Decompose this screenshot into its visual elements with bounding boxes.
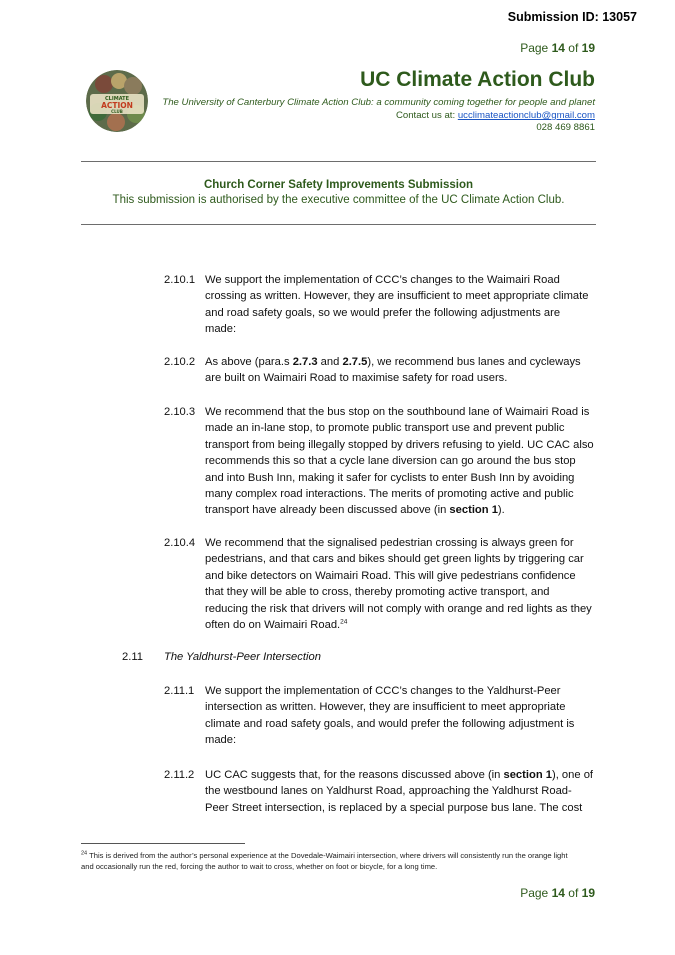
logo-text-top: CLIMATE — [105, 96, 129, 102]
club-title: UC Climate Action Club — [360, 68, 595, 91]
contact-phone: 028 469 8861 — [536, 122, 595, 133]
para-reference: 2.7.5 — [342, 356, 368, 368]
page-label: Page — [520, 41, 549, 55]
page-label: Page — [520, 886, 549, 900]
paragraph-text — [205, 404, 594, 519]
submission-authorisation: This submission is authorised by the executive committee of the UC Climate Action Club. — [112, 194, 565, 206]
contact-email-link[interactable]: ucclimateactionclub@gmail.com — [457, 110, 595, 121]
paragraph-number: 2.10.3 — [164, 406, 196, 418]
paragraph-text — [205, 354, 594, 387]
page-of: of — [568, 41, 579, 55]
paragraph-2-11-1 — [164, 683, 594, 749]
text-run: UC CAC suggests that, for the reasons discussed above (in — [205, 769, 504, 781]
logo-text-bottom: CLUB — [111, 109, 123, 114]
text-run: We recommend that the signalised pedestrian crossing is always green for pedestrians, and that cars and bikes should get green lights by triggering car and bike detectors on Waimairi Road. This will give pedestrians confidence that they will be able to cross, thereby promoting active transport, and reducing the risk that drivers will not comply with orange and red lights as they often do on Waimairi Road. — [205, 537, 592, 632]
submission-id: Submission ID: 13057 — [507, 10, 637, 24]
paragraph-text — [205, 767, 594, 816]
logo-text-mid: ACTION — [101, 101, 133, 110]
contact-label: Contact us at: — [395, 110, 456, 121]
page-current: 14 — [551, 41, 565, 55]
paragraph-number: 2.11.2 — [164, 769, 195, 781]
page-number-top — [520, 41, 595, 55]
footnote-divider — [81, 843, 245, 844]
paragraph-2-10-4 — [164, 535, 594, 633]
page-total: 19 — [581, 41, 595, 55]
submission-title: Church Corner Safety Improvements Submission — [203, 179, 474, 191]
footnote-marker[interactable]: 24 — [340, 618, 348, 626]
contact-line — [396, 110, 595, 121]
paragraph-2-10-2 — [164, 354, 594, 387]
text-run: As above (para.s — [205, 356, 293, 368]
page-total: 19 — [581, 886, 595, 900]
paragraph-2-10-3 — [164, 404, 594, 519]
header-divider-bottom — [81, 224, 596, 225]
club-tagline: The University of Canterbury Climate Action Club: a community coming together for people and planet — [162, 97, 595, 108]
footnote-number: 24 — [81, 850, 88, 857]
text-run: ), one of the westbound lanes on Yaldhurst Road, approaching the Yaldhurst Road-Peer Street intersection, is replaced by a special purpose bus lane. The cost — [205, 769, 594, 814]
section-title: The Yaldhurst-Peer Intersection — [164, 651, 321, 663]
footnote-text: This is derived from the author’s personal experience at the Dovedale-Waimairi intersection, where drivers will consistently run the orange light and occasionally run the red, forcing the author to wait to cross, whether on foot or bicycle, for a long time. — [81, 851, 568, 871]
paragraph-text: We support the implementation of CCC’s changes to the Waimairi Road crossing as written. However, they are insufficient to meet appropriate climate and road safety goals, so we would prefer the following adjustments are made: — [205, 274, 589, 336]
section-reference: section 1 — [503, 769, 552, 781]
paragraph-number: 2.11.1 — [164, 685, 195, 697]
paragraph-number: 2.10.1 — [164, 274, 196, 286]
page-of: of — [568, 886, 579, 900]
text-run: ), we recommend bus lanes and cycleways are built on Waimairi Road to maximise safety for road users. — [205, 356, 581, 385]
paragraph-2-10-1 — [164, 272, 594, 338]
footnote — [81, 850, 581, 872]
para-reference: 2.7.3 — [292, 356, 318, 368]
paragraph-2-11-2 — [164, 767, 594, 816]
paragraph-text: We support the implementation of CCC’s changes to the Yaldhurst-Peer intersection as written. However, they are insufficient to meet appropriate climate and road safety goals, and would prefer the following adjustment is made: — [205, 685, 575, 747]
paragraph-number: 2.10.4 — [164, 537, 196, 549]
section-2-11-heading — [122, 651, 321, 663]
paragraph-number: 2.10.2 — [164, 356, 196, 368]
header-divider-top — [81, 161, 596, 162]
text-run: and — [317, 356, 343, 368]
section-reference: section 1 — [449, 504, 498, 517]
page-number-bottom — [520, 886, 595, 900]
paragraph-text — [205, 535, 594, 633]
page-current: 14 — [551, 886, 565, 900]
section-number: 2.11 — [122, 651, 143, 663]
text-run: ). — [497, 504, 505, 517]
text-run: We recommend that the bus stop on the southbound lane of Waimairi Road is made an in-lane stop, to promote public transport use and prevent public transport from being illegally stopped by drivers refusing to yield. UC CAC also recommends this so that a cycle lane diversion can go around the bus stop and into Bush Inn, making it safer for cyclists to enter Bush Inn by avoiding many complex road interactions. The merits of promoting active and public transport have already been discussed above (in — [205, 406, 594, 517]
club-logo — [86, 70, 148, 132]
